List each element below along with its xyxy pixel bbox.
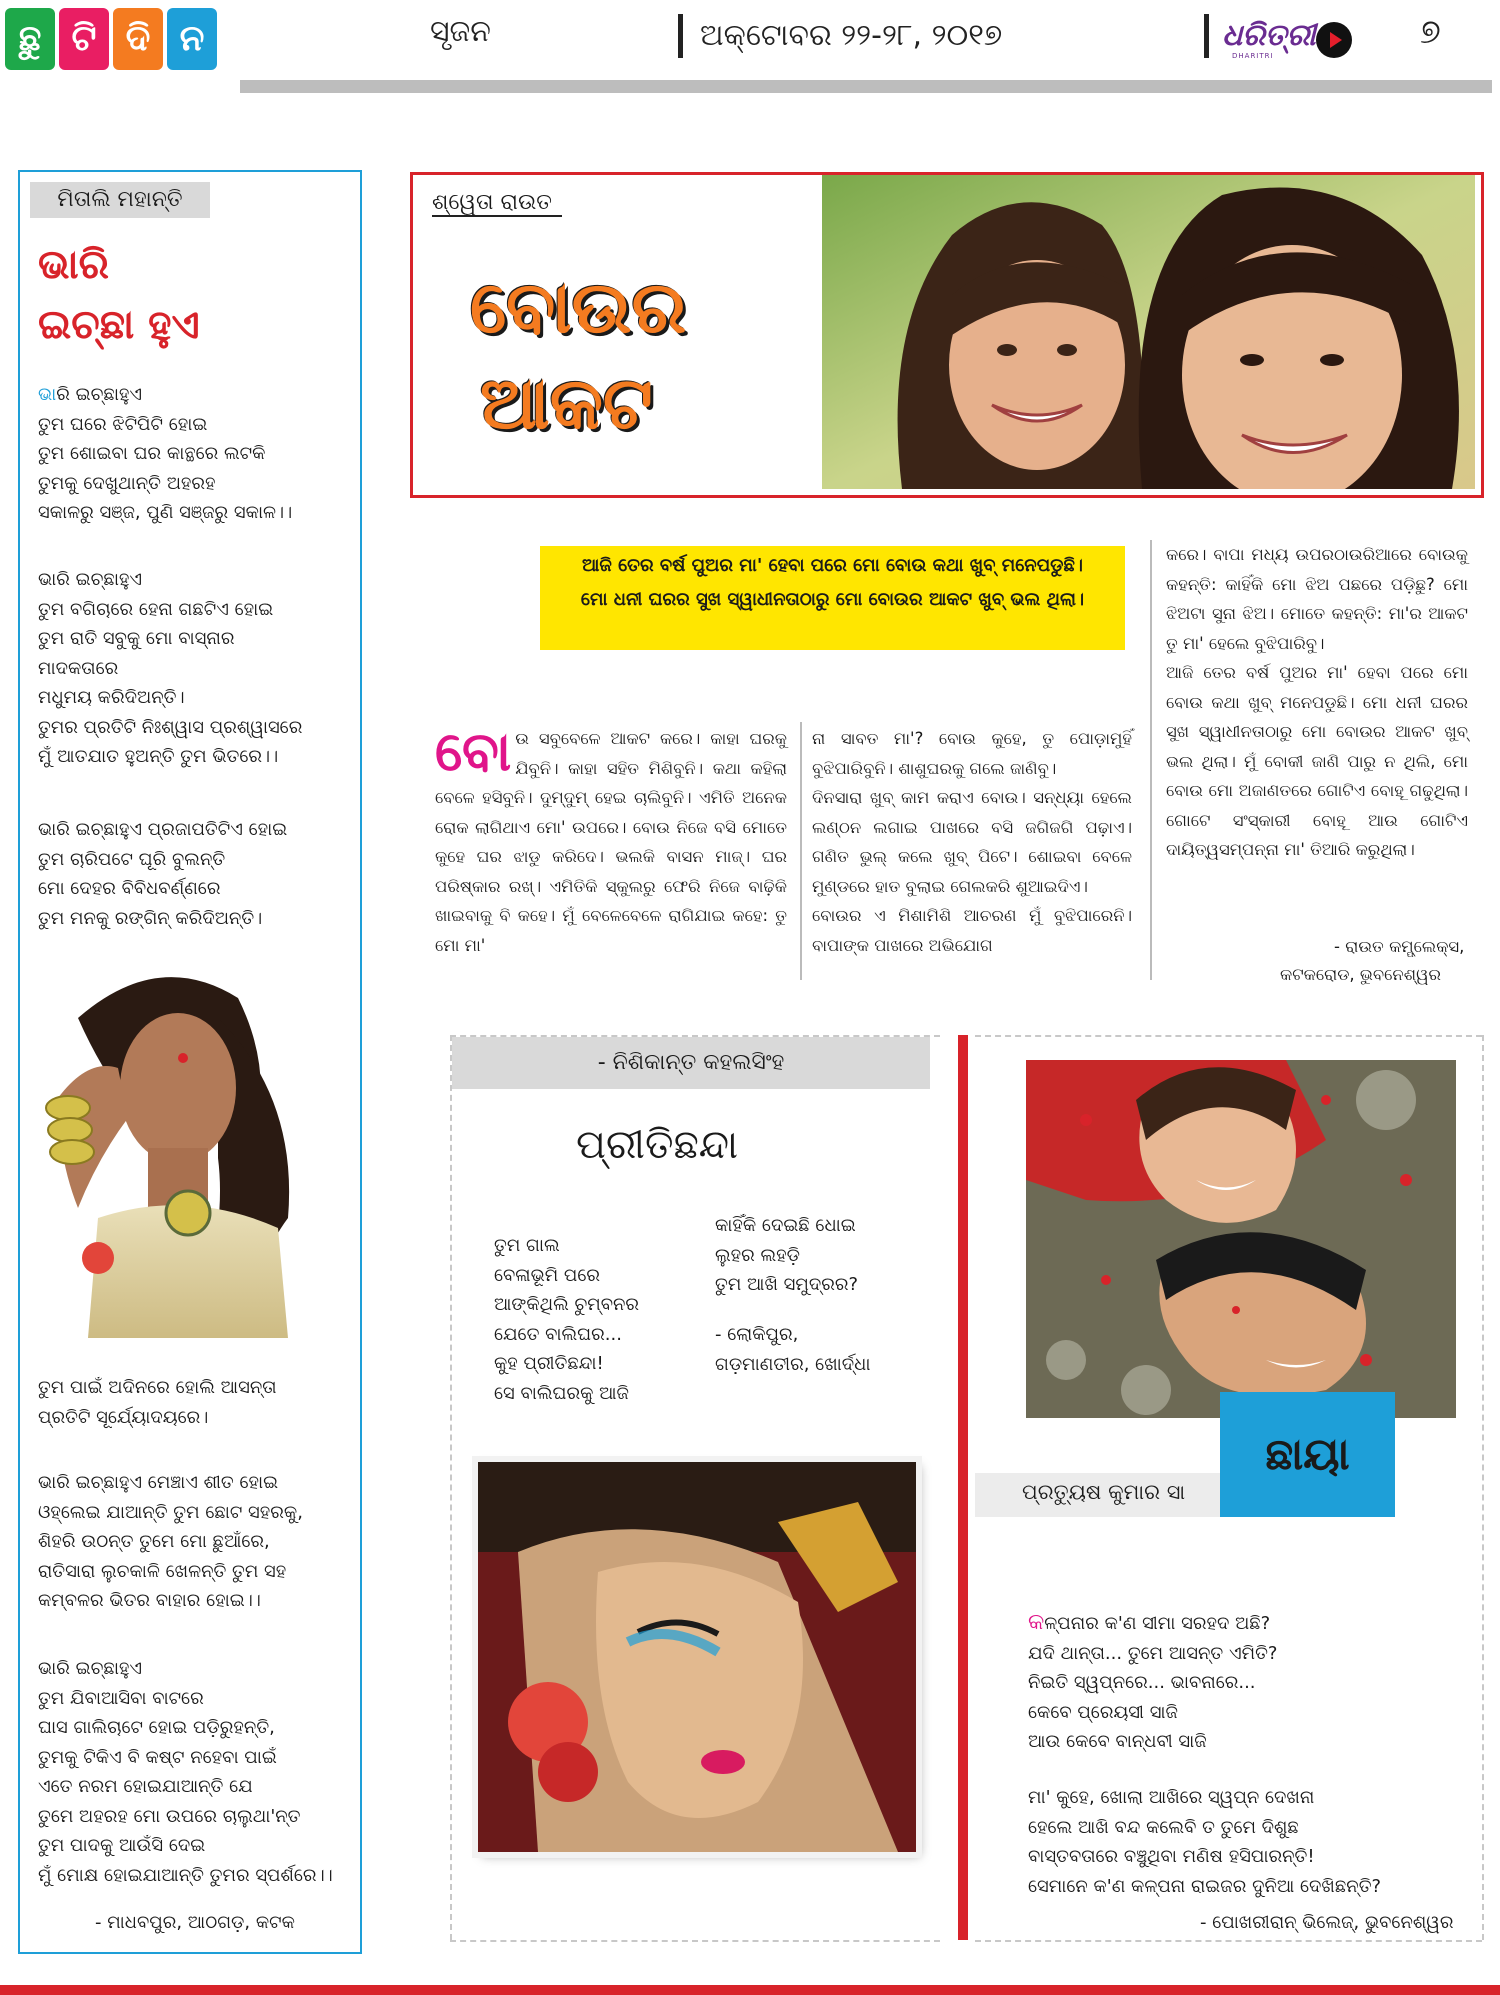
left-poem-stanza-2: ଭାରି ଇଚ୍ଛାହୁଏ ତୁମ ବଗିଚାରେ ହେନା ଗଛଟିଏ ହୋଇ ତୁମ ରାତି ସବୁକୁ ମୋ ବାସ୍ନାର ମାଦକତାରେ ମଧୁମୟ କରିଦିଅନ୍ତି। ତୁମର ପ୍ରତିଟି ନିଃଶ୍ୱାସ ପ୍ରଶ୍ୱାସରେ ମୁଁ ଆତଯାତ ହୁଅନ୍ତି ତୁମ ଭିତରେ।। [38,569,303,767]
header-rule [240,80,1492,93]
chhaya-stanza-2: ମା' କୁହେ, ଖୋଲା ଆଖିରେ ସ୍ୱପ୍ନ ଦେଖନା ହେଲେ ଆଖି ବନ୍ଦ କଲେବି ତ ତୁମେ ଦିଶୁଛ ବାସ୍ତବତାରେ ବଞ୍ଚୁଥିବା ମଣିଷ ହସିପାରନ୍ତି! ସେମାନେ କ'ଣ କଳ୍ପନା ରାଇଜର ଦୁନିଆ ଦେଖିଛନ୍ତି? [1028,1787,1382,1897]
preetichhanda-author: - ନିଶିକାନ୍ତ କହଲସିଂହ [452,1037,930,1089]
column-rule [800,722,802,980]
mother-daughter-photo [822,175,1475,489]
chhaya-border [975,1940,1482,1942]
logo-letter-1: ଛୁ [5,8,55,70]
feature-column-1 [435,720,787,960]
feature-author: ଶ୍ୱେତା ରାଉତ [432,190,562,217]
feature-column-2: ନା ସାବତ ମା'? ବୋଉ କୁହେ, ତୁ ପୋଡ଼ାମୁହିଁ ବୁଝିପାରିବୁନି। ଶାଶୁଘରକୁ ଗଲେ ଜାଣିବୁ। ଦିନସାରା ଖୁବ୍ କାମ କରାଏ ବୋଉ। ସନ୍ଧ୍ୟା ହେଲେ ଲଣ୍ଠନ ଲଗାଇ ପାଖରେ ବସି ଜଗିଜଗି ପଢ଼ାଏ। ଗଣିତ ଭୁଲ୍ କଲେ ଖୁବ୍ ପିଟେ। ଶୋଇବା ବେଳେ ମୁଣ୍ଡରେ ହାତ ବୁଲାଇ ଗେଲକରି ଶୁଆଇଦିଏ। ବୋଉର ଏ ମିଶାମିଶି ଆଚରଣ ମୁଁ ବୁଝିପାରେନି। ବାପାଙ୍କ ପାଖରେ ଅଭିଯୋଗ [812,729,1132,955]
preetichhanda-right-column: କାହିଁକି ଦେଇଛି ଧୋଇ ଲୁହର ଲହଡ଼ି ତୁମ ଆଖି ସମୁଦ୍ରର? [715,1215,859,1295]
header-divider [1204,14,1209,58]
logo-letter-3: ଦି [113,8,163,70]
woman-earrings-photo [38,958,328,1338]
left-poem-stanza-5: ଭାରି ଇଚ୍ଛାହୁଏ ମେଞ୍ଚାଏ ଶୀତ ହୋଇ ଓହ୍ଲେଇ ଯାଆନ୍ତି ତୁମ ଛୋଟ ସହରକୁ, ଶିହରି ଉଠନ୍ତ ତୁମେ ମୋ ଛୁଆଁରେ, ରାତିସାରା ଲୁଚକାଳି ଖେଳନ୍ତି ତୁମ ସହ କମ୍ବଳର ଭିତର ବାହାର ହୋଇ।। [38,1472,303,1611]
chhaya-author: ପ୍ରତ୍ୟୁଷ କୁମାର ସା [1022,1480,1186,1504]
logo-letter-4: ନ [167,8,217,70]
stanza-text: ଳ୍ପନାର କ'ଣ ସୀମା ସରହଦ ଅଛି? ଯଦି ଥାନ୍ତା... ତୁମେ ଆସନ୍ତ ଏମିତି? ନିଇତି ସ୍ୱପ୍ନରେ... ଭାବନାରେ... କେବେ ପ୍ରେୟସୀ ସାଜି ଆଉ କେବେ ବାନ୍ଧବୀ ସାଜି [1028,1613,1278,1752]
stanza-initial: କ [1028,1610,1045,1635]
feature-dropcap: ବୋ [435,720,512,783]
chhaya-stanza-1 [1028,1608,1277,1757]
preetichhanda-signoff: - ଲୋକିପୁର, ଗଡ଼ମାଣତୀର, ଖୋର୍ଦ୍ଧା [715,1324,871,1375]
feature-column-1-text: ଉ ସବୁବେଳେ ଆକଟ କରେ। କାହା ଘରକୁ ଯିବୁନି। କାହା ସହିତ ମିଶିବୁନି। କଥା କହିଲା ବେଳେ ହସିବୁନି। ଦୁମ୍‌ଦୁମ୍ ହେଇ ଚାଲିବୁନି। ଏମିତି ଅନେକ ରୋକ ଲାଗିଥାଏ ମୋ' ଉପରେ। ବୋଉ ନିଜେ ବସି ମୋତେ କୁହେ ଘର ଝାଡୁ କରିଦେ। ଭଲକି ବାସନ ମାଜ୍। ଘର ପରିଷ୍କାର ରଖ୍। ଏମିତିକି ସ୍କୁଲରୁ ଫେରି ନିଜେ ବାଢ଼ିକି ଖାଇବାକୁ ବି କହେ। ମୁଁ ବେଳେବେଳେ ରାଗିଯାଇ କହେ: ତୁ ମୋ ମା' [435,729,787,955]
left-poem-title-line2: ଇଚ୍ଛା ହୁଏ [38,302,200,348]
section-divider-bar [958,1035,968,1940]
chhaya-border [1482,1035,1484,1940]
masthead-logo [5,8,221,70]
feature-title-line1: ବୋଉର [470,265,687,349]
stanza-text: ରି ଇଚ୍ଛାହୁଏ ତୁମ ଘରେ ଝିଟିପିଟି ହୋଇ ତୁମ ଶୋଇବା ଘର କାନ୍ଥରେ ଲଟକି ତୁମକୁ ଦେଖୁଥାନ୍ତି ଅହରହ ସକାଳରୁ ସଞ୍ଜ, ପୁଣି ସଞ୍ଜରୁ ସକାଳ।। [38,384,293,523]
preetichhanda-left-column: ତୁମ ଗାଲ ବେଳାଭୂମି ପରେ ଆଙ୍କିଥିଲି ଚୁମ୍ବନର ଯେତେ ବାଲିଘର... କୁହ ପ୍ରୀତିଛନ୍ଦା! ସେ ବାଲିଘରକୁ ଆଜି [494,1235,640,1404]
brand-subtitle: DHARITRI [1232,52,1274,60]
left-poem-author: ମିତାଲି ମହାନ୍ତି [30,182,210,218]
bride-photo [478,1462,916,1852]
left-poem-stanza-3: ଭାରି ଇଚ୍ଛାହୁଏ ପ୍ରଜାପତିଟିଏ ହୋଇ ତୁମ ଚାରିପଟେ ଘୂରି ବୁଲନ୍ତି ମୋ ଦେହର ବିବିଧବର୍ଣ୍ଣରେ ତୁମ ମନକୁ ରଙ୍ଗିନ୍ କରିଦିଅନ୍ତି। [38,819,288,929]
brand-name: ଧରିତ୍ରୀ [1222,18,1316,53]
header-divider [678,14,683,58]
column-rule [1150,540,1152,980]
feature-highlight-quote: ଆଜି ତେର ବର୍ଷ ପୁଅର ମା' ହେବା ପରେ ମୋ ବୋଉ କଥା ଖୁବ୍ ମନେପଡୁଛି। ମୋ ଧନୀ ଘରର ସୁଖ ସ୍ୱାଧୀନତାଠାରୁ ମୋ ବୋଉର ଆକଟ ଖୁବ୍ ଭଲ ଥିଲା। [540,546,1125,650]
page-number: ୭ [1420,12,1441,52]
section-name: ସୃଜନ [430,14,491,49]
feature-signoff-1: - ରାଉତ କମ୍ପ୍ଲେକ୍ସ, [1334,937,1465,956]
feature-title-line2: ଆକଟ [480,361,653,445]
play-icon [1316,22,1352,58]
stanza-initial: ଭା [38,384,57,405]
page-footer-rule [0,1985,1500,1995]
feature-signoff-2: କଟକରୋଡ, ଭୁବନେଶ୍ୱର [1280,965,1442,984]
left-poem-title-line1: ଭାରି [38,242,109,288]
chhaya-title: ଛାୟା [1220,1392,1395,1517]
logo-letter-2: ଟି [59,8,109,70]
chhaya-signoff: - ପୋଖରୀରାନ୍ ଭିଲେଜ୍, ଭୁବନେଶ୍ୱର [1200,1912,1454,1933]
preetichhanda-border [450,1035,452,1940]
left-poem-stanza-1 [38,380,353,528]
preetichhanda-border [450,1940,940,1942]
left-poem-stanza-4: ତୁମ ପାଇଁ ଅଦିନରେ ହୋଲି ଆସନ୍ତା ପ୍ରତିଟି ସୂର୍ଯ୍ୟୋଦୟରେ। [38,1377,277,1428]
couple-lying-photo [1026,1060,1456,1418]
left-poem-signoff: - ମାଧବପୁର, ଆଠଗଡ଼, କଟକ [95,1912,295,1933]
preetichhanda-title: ପ୍ରୀତିଛନ୍ଦା [576,1122,739,1168]
left-poem-stanza-6: ଭାରି ଇଚ୍ଛାହୁଏ ତୁମ ଯିବାଆସିବା ବାଟରେ ଘାସ ଗାଲିଚାଟେ ହୋଇ ପଡ଼ିରୁହନ୍ତି, ତୁମକୁ ଟିକିଏ ବି କଷ୍ଟ ନହେବା ପାଇଁ ଏତେ ନରମ ହୋଇଯାଆନ୍ତି ଯେ ତୁମେ ଅହରହ ମୋ ଉପରେ ଚାଲୁଥା'ନ୍ତ ତୁମ ପାଦକୁ ଆଉଁସି ଦେଇ ମୁଁ ମୋକ୍ଷ ହୋଇଯାଆନ୍ତି ତୁମର ସ୍ପର୍ଶରେ।। [38,1658,333,1886]
issue-date: ଅକ୍ଟୋବର ୨୨-୨୮, ୨୦୧୭ [700,18,1003,53]
chhaya-border [975,1035,1482,1037]
feature-column-3: କରେ। ବାପା ମଧ୍ୟ ଉପରଠାଉରିଆରେ ବୋଉକୁ କହନ୍ତି: କାହିଁକି ମୋ ଝିଅ ପଛରେ ପଡ଼ିଛୁ? ମୋ ଝିଅଟା ସୁନା ଝିଅ। ମୋତେ କହନ୍ତି: ମା'ର ଆକଟ ତୁ ମା' ହେଲେ ବୁଝିପାରିବୁ। ଆଜି ତେର ବର୍ଷ ପୁଅର ମା' ହେବା ପରେ ମୋ ବୋଉ କଥା ଖୁବ୍ ମନେପଡୁଛି। ମୋ ଧନୀ ଘରର ସୁଖ ସ୍ୱାଧୀନତାଠାରୁ ମୋ ବୋଉର ଆକଟ ଖୁବ୍ ଭଲ ଥିଲା। ମୁଁ ବୋକୀ ଜାଣି ପାରୁ ନ ଥିଲି, ମୋ ବୋଉ ମୋ ଅଜାଣତରେ ଗୋଟିଏ ବୋହୂ ଗଢୁଥିଲା। ଗୋଟେ ସଂସ୍କାରୀ ବୋହୂ ଆଉ ଗୋଟିଏ ଦାୟିତ୍ୱସମ୍ପନ୍ନା ମା' ତିଆରି କରୁଥିଲା। [1166,545,1468,859]
